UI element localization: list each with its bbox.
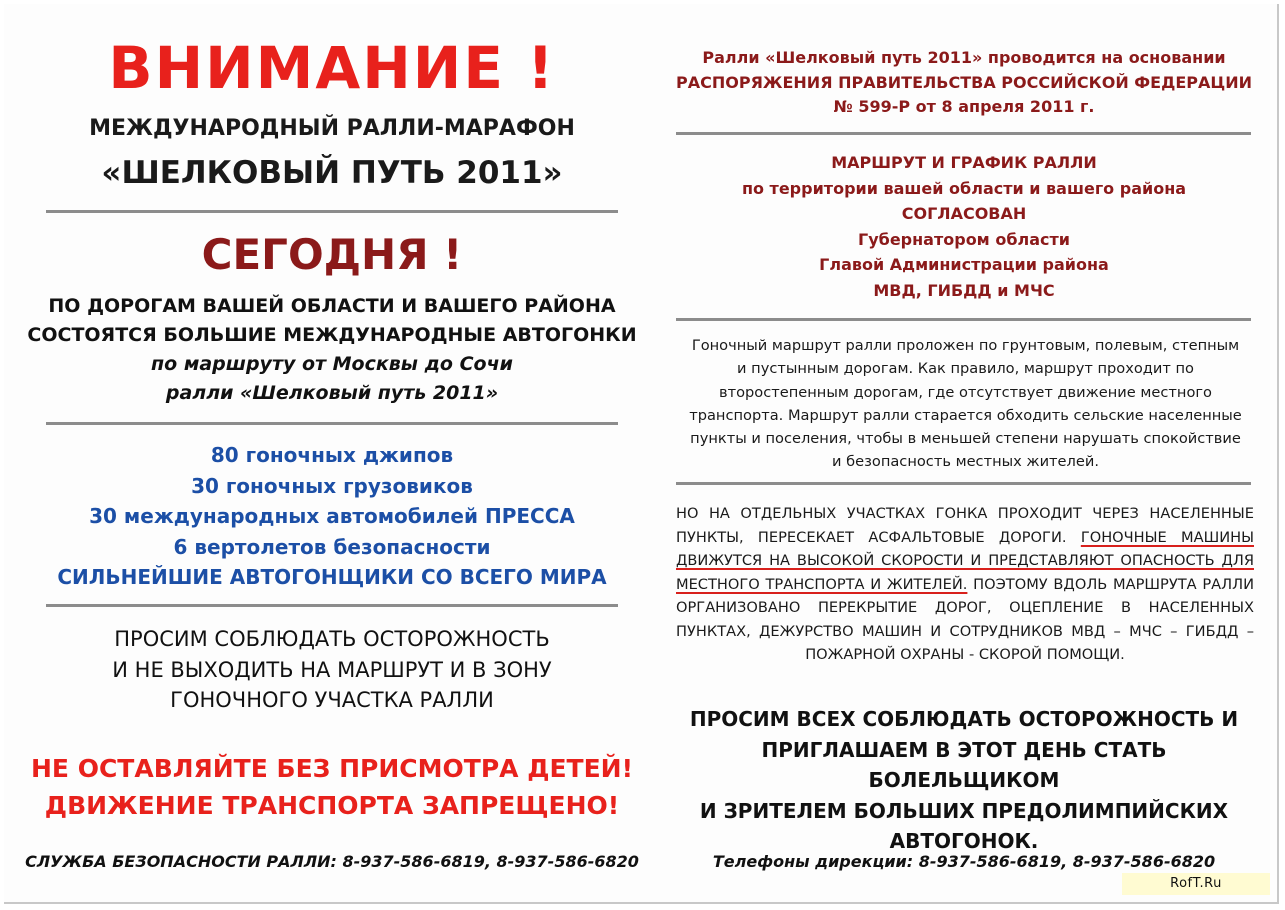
event-name: «ШЕЛКОВЫЙ ПУТЬ 2011» [101, 155, 563, 191]
route-line: МАРШРУТ И ГРАФИК РАЛЛИ [831, 153, 1097, 172]
route-line: Губернатором области [858, 229, 1070, 249]
legal-line: Ралли «Шелковый путь 2011» проводится на основании [702, 48, 1226, 67]
divider [46, 210, 618, 213]
description-line: и безопасность местных жителей. [832, 453, 1099, 471]
event-kind: МЕЖДУНАРОДНЫЙ РАЛЛИ-МАРАФОН [89, 116, 575, 141]
vehicle-item: 30 гоночных грузовиков [191, 473, 473, 498]
notice-lead: НО НА ОТДЕЛЬНЫХ УЧАСТКАХ ГОНКА ПРОХОДИТ ЧЕРЕЗ НАСЕЛЕННЫЕ ПУНКТЫ, ПЕРЕСЕКАЕТ АСФАЛЬТОВЫЕ ДОРОГИ. [676, 505, 1254, 546]
legal-line: № 599-Р от 8 апреля 2011 г. [833, 97, 1095, 116]
appeal-text [664, 704, 1264, 857]
route-line: СОГЛАСОВАН [901, 204, 1027, 223]
vehicle-item: СИЛЬНЕЙШИЕ АВТОГОНЩИКИ СО ВСЕГО МИРА [57, 565, 607, 589]
route-description [678, 334, 1253, 474]
notice-tail: ПОЭТОМУ ВДОЛЬ МАРШРУТА РАЛЛИ ОРГАНИЗОВАНО ПЕРЕКРЫТИЕ ДОРОГ, ОЦЕПЛЕНИЕ В НАСЕЛЕННЫХ ПУНКТАХ, ДЕЖУРСТВО МАШИН И СОТРУДНИКОВ МВД – МЧС – ГИБДД – ПОЖАРНОЙ ОХРАНЫ - СКОРОЙ ПОМОЩИ. [676, 575, 1254, 663]
attention-heading: ВНИМАНИЕ ! [108, 34, 556, 102]
announcement-line: СОСТОЯТСЯ БОЛЬШИЕ МЕЖДУНАРОДНЫЕ АВТОГОНКИ [27, 324, 637, 346]
description-line: Гоночный маршрут ралли проложен по грунтовым, полевым, степным [691, 337, 1240, 354]
appeal-line: ПРОСИМ ВСЕХ СОБЛЮДАТЬ ОСТОРОЖНОСТЬ И [689, 707, 1239, 731]
warning-line: НЕ ОСТАВЛЯЙТЕ БЕЗ ПРИСМОТРА ДЕТЕЙ! [30, 754, 633, 783]
appeal-line: АВТОГОНОК. [889, 829, 1039, 853]
warning-line: ДВИЖЕНИЕ ТРАНСПОРТА ЗАПРЕЩЕНО! [44, 791, 620, 820]
race-announcement [22, 292, 642, 408]
vehicle-list [22, 440, 642, 593]
leaflet-sheet [4, 4, 1279, 904]
divider [676, 318, 1251, 321]
divider [46, 422, 618, 425]
route-line: по территории вашей области и вашего района [741, 178, 1187, 198]
caution-line: ПРОСИМ СОБЛЮДАТЬ ОСТОРОЖНОСТЬ [114, 627, 550, 651]
notice-underlined: ГОНОЧНЫЕ МАШИНЫ ДВИЖУТСЯ НА ВЫСОКОЙ СКОРОСТИ И ПРЕДСТАВЛЯЮТ ОПАСНОСТЬ ДЛЯ МЕСТНОГО ТРАНСПОРТА И ЖИТЕЛЕЙ. [676, 528, 1254, 593]
appeal-line: ПРИГЛАШАЕМ В ЭТОТ ДЕНЬ СТАТЬ БОЛЕЛЬЩИКОМ [761, 737, 1167, 792]
description-line: транспорта. Маршрут ралли старается обходить сельские населенные [689, 406, 1242, 424]
route-line: Главой Администрации района [819, 255, 1109, 274]
route-line: МВД, ГИБДД и МЧС [873, 280, 1055, 300]
legal-basis [664, 46, 1264, 120]
warning-text [22, 750, 642, 824]
today-heading: СЕГОДНЯ ! [201, 230, 463, 279]
legal-line: РАСПОРЯЖЕНИЯ ПРАВИТЕЛЬСТВА РОССИЙСКОЙ ФЕДЕРАЦИИ [676, 72, 1252, 92]
directorate-phones: Телефоны дирекции: 8-937-586-6819, 8-937-586-6820 [712, 852, 1216, 871]
announcement-line: ПО ДОРОГАМ ВАШЕЙ ОБЛАСТИ И ВАШЕГО РАЙОНА [48, 295, 616, 317]
description-line: и пустынным дорогам. Как правило, маршрут проходит по [737, 360, 1194, 378]
divider [46, 604, 618, 607]
vehicle-item: 30 международных автомобилей ПРЕССА [89, 504, 575, 528]
divider [676, 132, 1251, 135]
appeal-line: И ЗРИТЕЛЕМ БОЛЬШИХ ПРЕДОЛИМПИЙСКИХ [699, 798, 1229, 823]
watermark-badge: RofT.Ru [1122, 873, 1270, 895]
announcement-line: ралли «Шелковый путь 2011» [165, 382, 499, 404]
vehicle-item: 6 вертолетов безопасности [173, 534, 491, 559]
vehicle-item: 80 гоночных джипов [210, 443, 454, 467]
announcement-line: по маршруту от Москвы до Сочи [151, 353, 513, 375]
danger-notice [676, 502, 1254, 667]
caution-line: И НЕ ВЫХОДИТЬ НА МАРШРУТ И В ЗОНУ [112, 657, 552, 682]
caution-text [22, 624, 642, 716]
description-line: второстепенным дорогам, где отсутствует движение местного [719, 383, 1212, 401]
caution-line: ГОНОЧНОГО УЧАСТКА РАЛЛИ [170, 688, 494, 712]
description-line: пункты и поселения, чтобы в меньшей степени нарушать спокойствие [690, 430, 1241, 448]
divider [676, 482, 1251, 485]
route-approval [664, 150, 1264, 303]
security-phones: СЛУЖБА БЕЗОПАСНОСТИ РАЛЛИ: 8-937-586-6819, 8-937-586-6820 [25, 852, 639, 871]
